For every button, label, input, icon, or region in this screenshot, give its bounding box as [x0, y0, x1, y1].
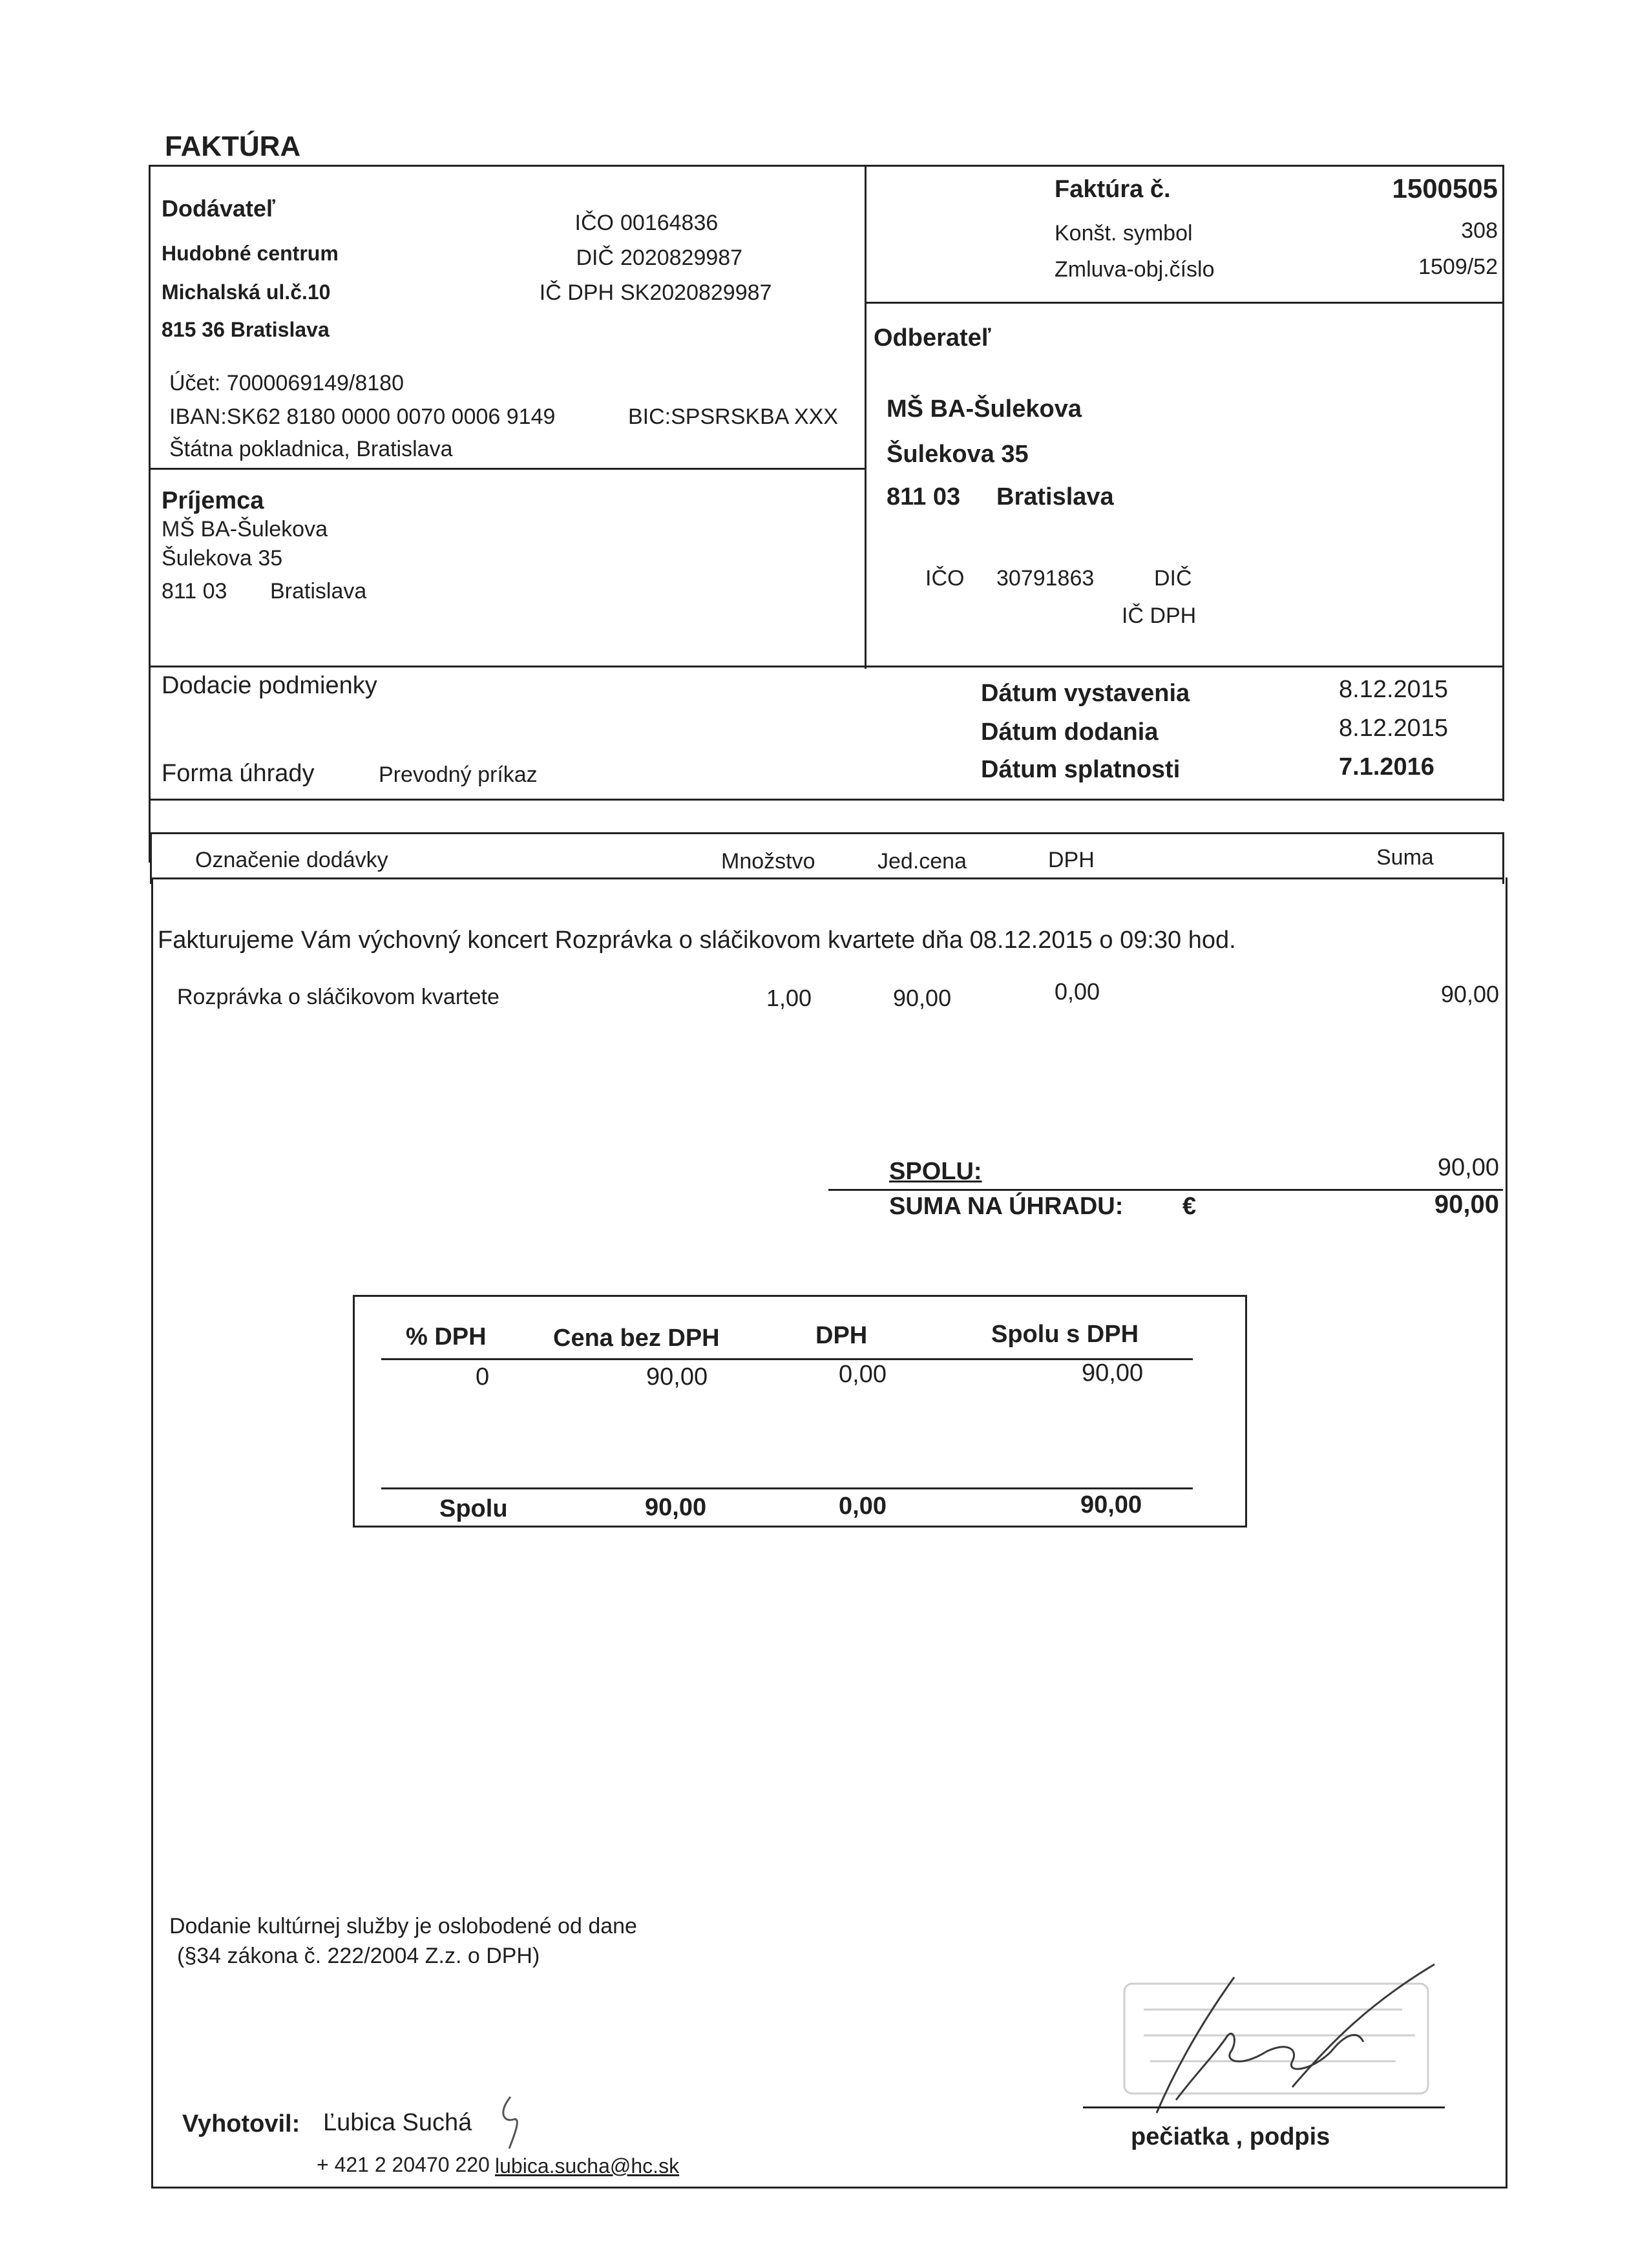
- stamp-signature-label: pečiatka , podpis: [1131, 2123, 1330, 2150]
- prepared-by-label: Vyhotovil:: [182, 2110, 300, 2137]
- header-bottom-line: [149, 666, 1504, 667]
- supplier-box-divider: [149, 468, 865, 470]
- invoice-intro: Fakturujeme Vám výchovný koncert Rozprávka o sláčikovom kvartete dňa 08.12.2015 o 09:30 hod.: [158, 927, 1236, 954]
- item-qty: 1,00: [766, 985, 812, 1011]
- vat-row-total: 90,00: [1082, 1360, 1144, 1387]
- payment-method: Prevodný príkaz: [379, 762, 538, 787]
- supplier-iban: IBAN:SK62 8180 0000 0070 0006 9149: [169, 404, 556, 429]
- vat-total-vat: 0,00: [839, 1493, 887, 1520]
- supplier-icdph: SK2020829987: [620, 280, 772, 305]
- tax-exemption-law: (§34 zákona č. 222/2004 Z.z. o DPH): [177, 1944, 540, 1968]
- total-value: 90,00: [1437, 1154, 1499, 1181]
- supplier-bank: Štátna pokladnica, Bratislava: [169, 437, 453, 461]
- due-date-label: Dátum splatnosti: [981, 756, 1181, 783]
- supplier-account: Účet: 7000069149/8180: [169, 371, 404, 395]
- frame-middle-divider: [865, 165, 867, 669]
- supplier-heading: Dodávateľ: [162, 195, 275, 222]
- customer-ico-label: IČO: [925, 566, 965, 591]
- frame-left-upper: [149, 165, 151, 863]
- vat-row-vat: 0,00: [839, 1361, 887, 1388]
- frame-left-lower: [151, 877, 153, 2187]
- col-vat-header: DPH: [1048, 848, 1095, 872]
- supplier-city: 815 36 Bratislava: [162, 318, 330, 341]
- vat-col-base: Cena bez DPH: [553, 1325, 720, 1352]
- vat-col-vat: DPH: [815, 1322, 868, 1349]
- const-symbol-label: Konšt. symbol: [1055, 221, 1193, 246]
- due-date: 7.1.2016: [1339, 753, 1434, 781]
- customer-name: MŠ BA-Šulekova: [887, 395, 1082, 423]
- col-unit-header: Jed.cena: [877, 849, 967, 874]
- supplier-icdph-label: IČ DPH: [539, 280, 614, 305]
- terms-bottom-line: [149, 799, 1504, 801]
- amount-due-value: 90,00: [1434, 1190, 1499, 1219]
- supplier-bic: BIC:SPSRSKBA XXX: [628, 404, 839, 429]
- customer-street: Šulekova 35: [887, 441, 1029, 468]
- customer-city: Bratislava: [996, 483, 1114, 510]
- recipient-street: Šulekova 35: [162, 546, 283, 571]
- customer-dic-label: DIČ: [1154, 566, 1192, 591]
- supplier-dic-label: DIČ: [576, 246, 614, 270]
- items-header-left: [150, 832, 152, 884]
- document-title: FAKTÚRA: [165, 131, 301, 162]
- frame-right-lower: [1506, 877, 1507, 2187]
- amount-due-label: SUMA NA ÚHRADU:: [889, 1193, 1124, 1220]
- frame-bottom: [151, 2187, 1507, 2189]
- tax-exemption-note: Dodanie kultúrnej služby je oslobodené od dane: [169, 1914, 637, 1938]
- supplier-ico-label: IČO: [574, 211, 614, 235]
- stamp-and-signature: [1098, 1938, 1460, 2132]
- item-vat: 0,00: [1055, 978, 1100, 1005]
- signature-line: [1083, 2106, 1445, 2108]
- vat-row-rate: 0: [476, 1363, 490, 1391]
- supplier-street: Michalská ul.č.10: [162, 280, 331, 304]
- issue-date: 8.12.2015: [1339, 676, 1449, 703]
- currency-symbol: €: [1182, 1193, 1197, 1220]
- delivery-terms-label: Dodacie podmienky: [162, 672, 377, 699]
- vat-total-sum: 90,00: [1080, 1491, 1142, 1518]
- supplier-ico: 00164836: [620, 211, 719, 235]
- item-unit-price: 90,00: [893, 985, 952, 1011]
- invoice-box-divider: [865, 302, 1504, 304]
- items-header-top: [150, 832, 1504, 834]
- delivery-date: 8.12.2015: [1339, 715, 1449, 742]
- vat-total-line: [381, 1487, 1193, 1489]
- vat-col-total: Spolu s DPH: [991, 1321, 1139, 1348]
- invoice-number: 1500505: [1392, 173, 1498, 204]
- contact-email[interactable]: lubica.sucha@hc.sk: [495, 2154, 680, 2178]
- recipient-heading: Príjemca: [162, 487, 264, 514]
- contract-number: 1509/52: [1418, 255, 1498, 279]
- frame-top: [149, 165, 1504, 167]
- customer-ico: 30791863: [996, 566, 1095, 591]
- frame-right-upper: [1502, 165, 1504, 801]
- customer-icdph-label: IČ DPH: [1122, 604, 1197, 628]
- customer-zip: 811 03: [887, 483, 961, 510]
- item-sum: 90,00: [1440, 981, 1499, 1007]
- col-desc-header: Označenie dodávky: [195, 848, 388, 872]
- vat-header-line: [381, 1358, 1193, 1360]
- issue-date-label: Dátum vystavenia: [981, 680, 1190, 707]
- vat-col-rate: % DPH: [406, 1323, 487, 1350]
- supplier-dic: 2020829987: [620, 246, 743, 270]
- vat-total-label: Spolu: [439, 1495, 508, 1522]
- signature-scribble: [1157, 1964, 1434, 2113]
- col-sum-header: Suma: [1376, 845, 1434, 870]
- total-label: SPOLU:: [889, 1158, 982, 1185]
- prepared-by-name: Ľubica Suchá: [323, 2109, 472, 2136]
- const-symbol: 308: [1461, 218, 1498, 243]
- initials-mark: [491, 2094, 530, 2152]
- delivery-date-label: Dátum dodania: [981, 719, 1159, 746]
- items-header-right: [1502, 832, 1504, 884]
- recipient-name: MŠ BA-Šulekova: [162, 517, 328, 541]
- vat-row-base: 90,00: [646, 1363, 708, 1391]
- vat-total-base: 90,00: [645, 1494, 707, 1521]
- invoice-number-label: Faktúra č.: [1055, 176, 1171, 203]
- recipient-zip: 811 03: [162, 579, 227, 604]
- recipient-city: Bratislava: [270, 579, 367, 604]
- contract-label: Zmluva-obj.číslo: [1055, 257, 1215, 282]
- item-desc: Rozprávka o sláčikovom kvartete: [177, 985, 499, 1009]
- payment-method-label: Forma úhrady: [162, 760, 315, 787]
- customer-heading: Odberateľ: [874, 324, 991, 352]
- contact-phone: + 421 2 20470 220: [317, 2153, 490, 2176]
- supplier-name: Hudobné centrum: [162, 242, 339, 265]
- items-header-bottom: [150, 877, 1504, 879]
- col-qty-header: Množstvo: [721, 849, 815, 874]
